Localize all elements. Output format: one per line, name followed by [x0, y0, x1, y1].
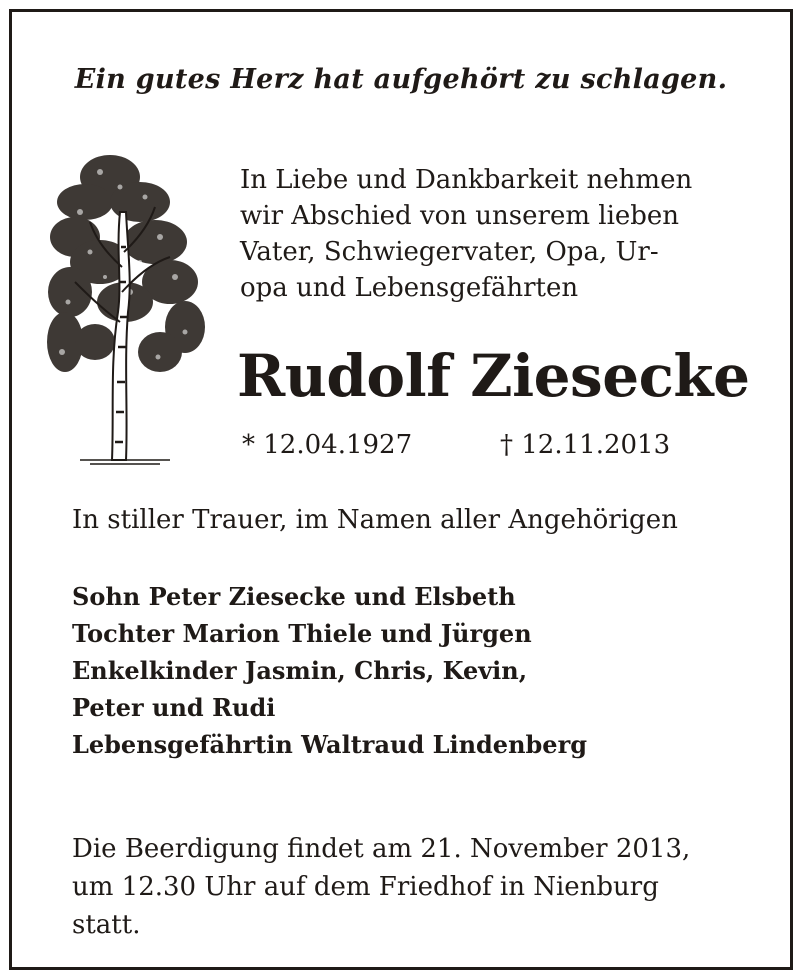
family-line: Tochter Marion Thiele und Jürgen: [72, 619, 532, 648]
funeral-line: um 12.30 Uhr auf dem Friedhof in Nienburg: [72, 872, 659, 902]
funeral-line: statt.: [72, 910, 141, 940]
funeral-info: [72, 830, 690, 944]
birth-date: * 12.04.1927: [242, 430, 413, 460]
birch-tree-icon: [40, 142, 210, 467]
motto-heading: Ein gutes Herz hat aufgehört zu schlagen.: [74, 64, 728, 95]
intro-line: opa und Lebensgefährten: [240, 273, 579, 303]
funeral-line: Die Beerdigung findet am 21. November 2013,: [72, 834, 691, 864]
family-line: Enkelkinder Jasmin, Chris, Kevin,: [72, 656, 528, 685]
mourning-line: In stiller Trauer, im Namen aller Angehörigen: [72, 505, 678, 535]
family-line: Lebensgefährtin Waltraud Lindenberg: [72, 730, 588, 759]
intro-line: Vater, Schwiegervater, Opa, Ur-: [240, 237, 659, 267]
family-line: Sohn Peter Ziesecke und Elsbeth: [72, 582, 516, 611]
family-list: [72, 578, 587, 763]
intro-text: [240, 162, 750, 306]
intro-line: In Liebe und Dankbarkeit nehmen: [240, 165, 693, 195]
obituary-frame: [9, 9, 793, 970]
death-date: † 12.11.2013: [500, 430, 671, 460]
family-line: Peter und Rudi: [72, 693, 276, 722]
intro-line: wir Abschied von unserem lieben: [240, 201, 680, 231]
deceased-name: Rudolf Ziesecke: [237, 342, 750, 410]
